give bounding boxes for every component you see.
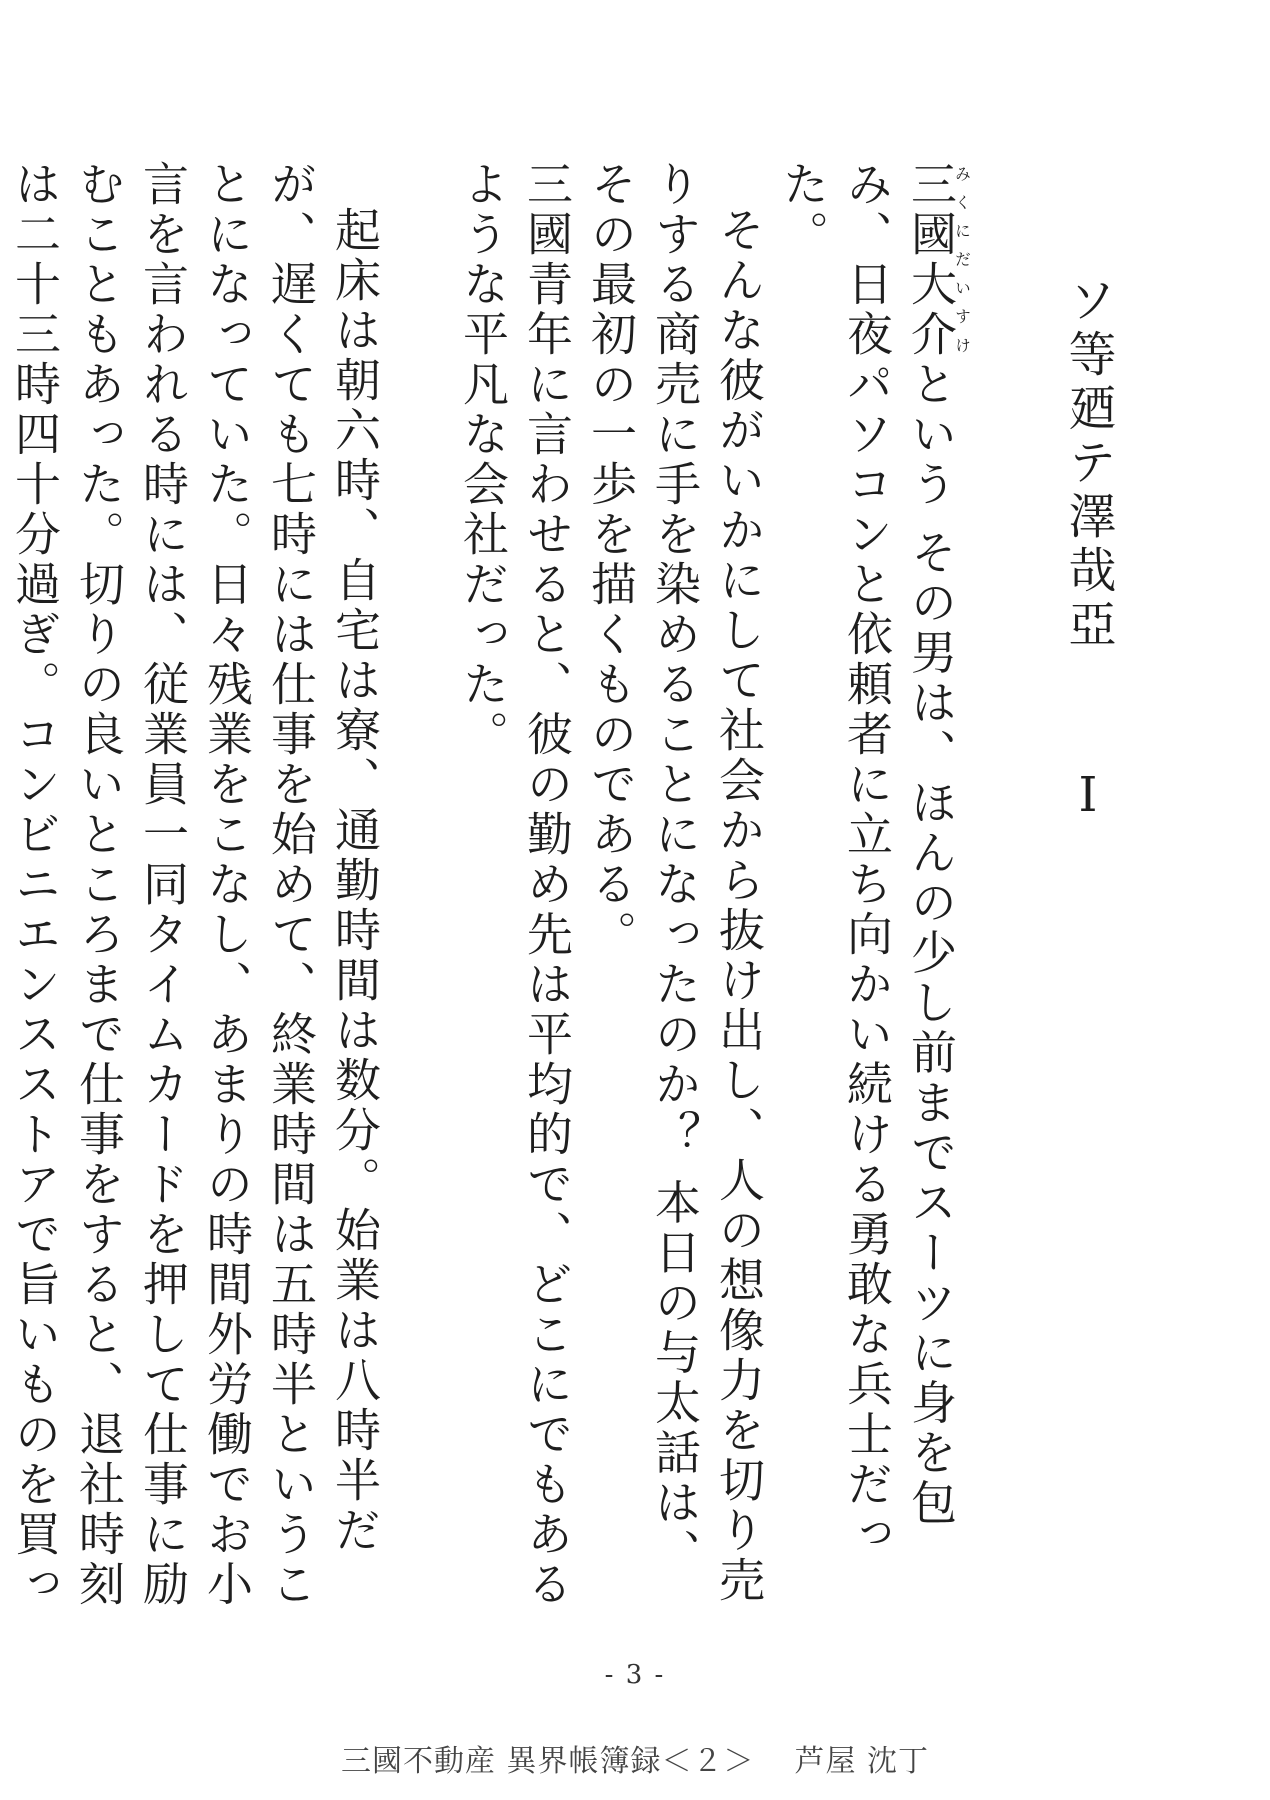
footer-book-title: 三國不動産 異界帳簿録＜２＞ <box>340 1744 755 1779</box>
paragraph-4: 起床は朝六時、自宅は寮、通勤時間は数分。始業は八時半だが、遅くても七時には仕事を始めて、終業時間は五時半ということになっていた。日々残業をこなし、あまりの時間外労働でお小言を言われる時には、従業員一同タイムカードを押して仕事に励むこともあった。切りの良いところまで仕事をすると、退社時刻は二十三時四十分過ぎ。コンビニエンスストアで旨いものを買っ <box>8 160 382 1610</box>
ruby-base: 三國大介 <box>904 160 958 360</box>
chapter-title-text: ソ等廼テ澤哉亞 <box>1060 275 1116 653</box>
paragraph-3: 三國青年に言わせると、彼の勤め先は平均的で、どこにでもあるような平凡な会社だった。 <box>456 160 574 1610</box>
ruby-reading: みくにだいすけ <box>952 160 972 360</box>
paragraph-1 <box>771 160 970 1620</box>
paragraph-1-text: という その男は、ほんの少し前までスーツに身を包み、日夜パソコンと依頼者に立ち向かい続ける勇敢な兵士だった。 <box>776 160 958 1560</box>
chapter-title <box>1056 275 1120 1620</box>
name-ruby <box>904 160 972 360</box>
vertical-text-body <box>0 160 1120 1620</box>
footer-author: 芦屋 沈丁 <box>794 1744 930 1779</box>
paragraph-2: そんな彼がいかにして社会から抜け出し、人の想像力を切り売りする商売に手を染めることになったのか？ 本日の与太話は、その最初の一歩を描くものである。 <box>584 160 766 1606</box>
chapter-volume: Ⅰ <box>1060 767 1116 829</box>
page-footer <box>0 1736 1270 1780</box>
page-number: - 3 - <box>604 1660 666 1690</box>
